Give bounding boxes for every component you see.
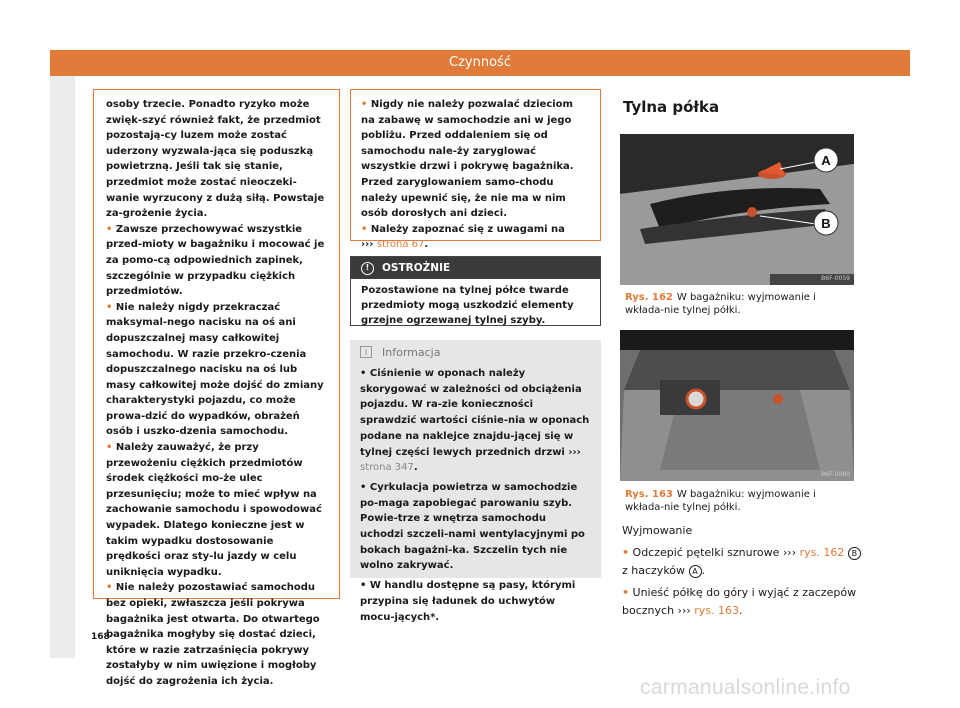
info-icon: i	[360, 346, 372, 358]
warning-intro: osoby trzecie. Ponadto ryzyko może zwięk-szyć również fakt, że przedmiot pozostają-cy luzem może zostać uderzony wyzwala-jąca się poduszką powietrzną. Jeśli tak się stanie, przedmiot może zostać nieoczeki-wanie wyrzucony z dużą siłą. Powstaje za-grożenie życia.	[106, 99, 325, 220]
bullet-text: Nie należy nigdy przekraczać maksymal-nego nacisku na oś ani dopuszczalnej masy całkowitej samochodu. W razie przekro-czenia dopuszczalnego nacisku na oś lub masy całkowitej może dojść do zmiany charakterystyki pojazdu, co może prowa-dzić do wypadków, obrażeń osób i uszko-dzenia samochodu.	[106, 301, 324, 438]
figure-number: Rys. 163	[625, 489, 673, 500]
figure-code: B6F-0059	[821, 275, 850, 282]
punctuation: .	[739, 604, 743, 617]
steps-list	[622, 544, 862, 624]
bullet-dot: •	[106, 223, 113, 235]
bullet-text: Nigdy nie należy pozwalać dzieciom na zabawę w samochodzie ani w jego pobliżu. Przed oddaleniem się od samochodu nale-ży zaryglować wszystkie drzwi i pokrywę bagażnika. Przed zaryglowaniem samo-chodu należy upewnić się, że nie ma w nim osób dorosłych ani dzieci.	[361, 99, 574, 220]
info-bullet	[360, 480, 591, 574]
figure-162	[620, 134, 854, 285]
bullet-text: Zawsze przechowywać wszystkie przed-mioty w bagażniku i mocować je za pomo-cą odpowiednich zapinek, szczególnie w przypadku ciężkich przedmiotów.	[106, 223, 325, 298]
figure-caption	[625, 488, 855, 514]
caution-title: OSTROŻNIE	[382, 262, 451, 274]
bullet-dot: •	[106, 442, 113, 454]
figure-link[interactable]: rys. 162	[799, 546, 845, 559]
bullet-dot: •	[622, 586, 630, 599]
info-bullet	[360, 578, 591, 625]
caution-icon: !	[361, 262, 374, 275]
figure-caption	[625, 291, 855, 317]
bullet-dot: •	[361, 223, 368, 235]
info-header	[350, 340, 601, 364]
bullet-dot: •	[360, 580, 367, 592]
punctuation: .	[701, 564, 706, 577]
trunk-shelf-illustration	[620, 134, 854, 285]
bullet-text: Należy zapoznać się z uwagami na	[370, 223, 565, 235]
info-bullet	[360, 366, 591, 476]
bullet-dot: •	[360, 481, 367, 493]
punctuation: .	[424, 239, 429, 251]
step-item	[622, 584, 862, 620]
bullet-text: Nie należy pozostawiać samochodu bez opieki, zwłaszcza jeśli pokrywa bagażnika jest otwarta. Do otwartego bagażnika mogłyby się dostać dzieci, które w razie zatrzaśnięcia pokrywy zostałyby w nim uwięzione i mogłoby dojść do zagrożenia ich życia.	[106, 582, 320, 687]
link-arrow-icon: ›››	[361, 239, 374, 251]
bullet-dot: •	[361, 99, 368, 110]
link-arrow-icon: ›››	[568, 446, 581, 458]
bullet-dot: •	[360, 368, 367, 379]
warning-bullet	[361, 222, 590, 253]
figure-163	[620, 330, 854, 481]
warning-bullet	[106, 300, 329, 440]
callout-badge-a: A	[689, 565, 702, 578]
caution-box	[350, 256, 601, 326]
bullet-text: Ciśnienie w oponach należy skorygować w zależności od obciążenia pojazdu. W ra-zie konieczności sprawdzić wartości ciśnie-nia w oponach podane na naklejce znajdu-jącej się w tylnej części lewych przednich drzwi	[360, 368, 590, 458]
step-text: z haczyków	[622, 564, 686, 577]
subsection-heading: Wyjmowanie	[622, 524, 693, 537]
info-text	[350, 364, 601, 625]
warning-bullet	[361, 97, 590, 222]
figure-link[interactable]: rys. 163	[694, 604, 740, 617]
step-item	[622, 544, 862, 580]
info-box	[350, 340, 601, 623]
bullet-dot: •	[106, 582, 113, 594]
warning-bullet	[106, 440, 329, 580]
punctuation: .	[413, 462, 418, 474]
warning-box	[350, 89, 601, 251]
bullet-text: Cyrkulacja powietrza w samochodzie po-maga zapobiegać parowaniu szyb. Powie-trze z wnętrza samochodu uchodzi szczeli-nami wentylacyjnymi po bokach bagażni-ka. Szczelin tych nie wolno zakrywać.	[360, 481, 585, 572]
callout-badge-b: B	[848, 547, 861, 560]
figure-code: B6F-0060	[821, 471, 850, 478]
page-header: Czynność	[50, 50, 910, 76]
bullet-dot: •	[106, 301, 113, 313]
figure-number: Rys. 162	[625, 292, 673, 303]
page-link[interactable]: strona 67	[376, 239, 425, 251]
bullet-text: Należy zauważyć, że przy przewożeniu ciężkich przedmiotów środek ciężkości mo-że ulec przesunięciu; może to mieć wpływ na zachowanie samochodu i spowodować wypadek. Dlatego konieczne jest w takim wypadku dostosowanie prędkości oraz sty-lu jazdy w celu uniknięcia wypadku.	[106, 442, 322, 578]
caption-text: W bagażniku: wyjmowanie i wkłada-nie tylnej półki.	[625, 489, 816, 513]
info-title: Informacja	[382, 345, 441, 359]
label-b: B	[821, 216, 831, 231]
bullet-dot: •	[622, 546, 630, 559]
caution-header	[351, 257, 600, 279]
caption-text: W bagażniku: wyjmowanie i wkłada-nie tylnej półki.	[625, 292, 816, 316]
page-number: 168	[91, 632, 110, 642]
link-arrow-icon: ›››	[782, 546, 797, 559]
warning-bullet	[106, 222, 329, 300]
section-title: Tylna półka	[623, 98, 720, 116]
trunk-interior-illustration	[620, 330, 854, 481]
page-link[interactable]: strona 347	[360, 462, 414, 474]
caution-text: Pozostawione na tylnej półce twarde przedmioty mogą uszkodzić elementy grzejne ogrzewanej tylnej szyby.	[361, 285, 574, 326]
link-arrow-icon: ›››	[677, 604, 691, 617]
warning-bullet	[106, 580, 329, 689]
label-a: A	[821, 153, 831, 168]
step-text: Odczepić pętelki sznurowe	[632, 546, 780, 559]
watermark: carmanualsonline.info	[640, 676, 851, 699]
step-text: Unieść półkę do góry i wyjąć z zaczepów bocznych	[622, 586, 857, 617]
bullet-text: W handlu dostępne są pasy, którymi przypina się ładunek do uchwytów mocu-jących*.	[360, 580, 576, 623]
